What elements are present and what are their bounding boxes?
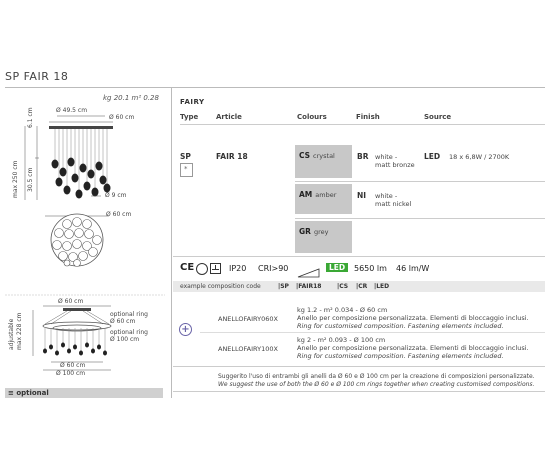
- optional-ring-1-size: Ø 60 cm: [110, 318, 136, 325]
- vertical-divider: [171, 88, 172, 398]
- finish-name-ni-1: white -: [375, 192, 398, 200]
- dim-top: Ø 49.5 cm: [56, 107, 88, 114]
- header-type: Type: [180, 113, 199, 121]
- optional-ring-1: optional ring: [110, 311, 148, 318]
- optional-ring-2: optional ring: [110, 329, 148, 336]
- dim-max250: max 250 cm: [12, 160, 19, 198]
- colour-swatch-gr: [295, 221, 352, 253]
- top-divider: [5, 87, 545, 88]
- colour-name: amber: [315, 191, 337, 199]
- optional-ring-2-size: Ø 100 cm: [110, 336, 140, 343]
- ce-mark: CE: [180, 262, 195, 273]
- row-line-2: [295, 218, 545, 219]
- ring-1-desc-en: Ring for customised composition. Fastening elements included.: [297, 322, 504, 330]
- finish-name-ni-2: matt nickel: [375, 200, 412, 208]
- ring-2-desc-en: Ring for customised composition. Fastening elements included.: [297, 352, 504, 360]
- optional-label: ≡ optional: [8, 389, 49, 397]
- colour-code: CS: [299, 151, 311, 160]
- type-value: SP: [180, 152, 191, 161]
- dim-bottom-60: Ø 60 cm: [106, 211, 132, 218]
- ring-1-weight: kg 1.2 - m² 0.034 - Ø 60 cm: [297, 306, 388, 314]
- colour-code: AM: [299, 190, 313, 199]
- type-pictogram: *: [180, 163, 193, 177]
- note-top-line: [173, 366, 545, 367]
- finish-code-ni: NI: [357, 191, 367, 200]
- dim-60: Ø 60 cm: [109, 114, 135, 121]
- optional-bar: [5, 388, 163, 398]
- colour-name: crystal: [313, 152, 335, 160]
- dim-max228: max 228 cm: [16, 312, 23, 350]
- product-weight: kg 20.1 m² 0.28: [103, 94, 159, 102]
- ground-icon: [210, 263, 221, 274]
- header-article: Article: [216, 113, 242, 121]
- header-source: Source: [424, 113, 452, 121]
- code-cr: |CR: [356, 283, 368, 290]
- dim-9: Ø 9 cm: [105, 192, 127, 199]
- header-colours: Colours: [297, 113, 327, 121]
- class1-icon: [196, 263, 208, 275]
- dimmable-icon: [297, 263, 321, 273]
- colour-swatch-am: [295, 184, 352, 214]
- note-it: Suggerito l'uso di entrambi gli anelli da Ø 60 e Ø 100 cm per la creazione di composizioni personalizzate.: [218, 373, 535, 380]
- led-badge: LED: [326, 263, 348, 272]
- ring-2-desc-it: Anello per composizione personalizzata. Elementi di bloccaggio inclusi.: [297, 344, 529, 352]
- header-line: [180, 124, 545, 125]
- small-top-dim: Ø 60 cm: [58, 298, 84, 305]
- ip-rating: IP20: [229, 264, 247, 273]
- dim-61: 6.1 cm: [27, 107, 34, 128]
- ring-1-desc-it: Anello per composizione personalizzata. Elementi di bloccaggio inclusi.: [297, 314, 529, 322]
- code-sp: |SP: [278, 283, 289, 290]
- technical-drawing: [5, 100, 165, 390]
- note-en: We suggest the use of both the Ø 60 e Ø 100 cm rings together when creating customised compositions.: [218, 381, 535, 388]
- specs-top-line: [173, 256, 545, 257]
- source-text: 18 x 6,8W / 2700K: [449, 153, 510, 161]
- row-line-1: [295, 181, 545, 182]
- cri-rating: CRI>90: [258, 264, 289, 273]
- dim-305: 30.5 cm: [27, 167, 34, 192]
- bottom-60: Ø 60 cm: [60, 362, 86, 369]
- family-label: FAIRY: [180, 98, 205, 106]
- header-finish: Finish: [356, 113, 380, 121]
- note-bottom-line: [173, 391, 545, 392]
- code-led: |LED: [374, 283, 390, 290]
- drawing-svg: [5, 100, 165, 390]
- efficacy-value: 46 lm/W: [396, 264, 430, 273]
- ring-divider: [200, 332, 545, 333]
- article-value: FAIR 18: [216, 152, 248, 161]
- colour-name: grey: [313, 228, 329, 236]
- ring-2-code: ANELLOFAIRY100X: [218, 345, 278, 353]
- bottom-100: Ø 100 cm: [56, 370, 86, 377]
- composition-label: example composition code: [180, 283, 261, 290]
- dim-adjustable: adjustable: [8, 318, 15, 350]
- ring-1-code: ANELLOFAIRY060X: [218, 315, 278, 323]
- finish-name-br-1: white -: [375, 153, 398, 161]
- dimmable-svg: [297, 268, 321, 278]
- code-fair: |FAIR18: [296, 283, 322, 290]
- product-title: SP FAIR 18: [5, 70, 69, 83]
- finish-code-br: BR: [357, 152, 369, 161]
- colour-code: GR: [299, 227, 311, 236]
- add-accessory-icon[interactable]: +: [179, 323, 192, 336]
- finish-name-br-2: matt bronze: [375, 161, 415, 169]
- code-cs: |CS: [337, 283, 349, 290]
- source-code: LED: [424, 152, 441, 161]
- lumen-value: 5650 lm: [354, 264, 387, 273]
- colour-swatch-cs: [295, 145, 352, 178]
- ring-2-weight: kg 2 - m² 0.093 - Ø 100 cm: [297, 336, 386, 344]
